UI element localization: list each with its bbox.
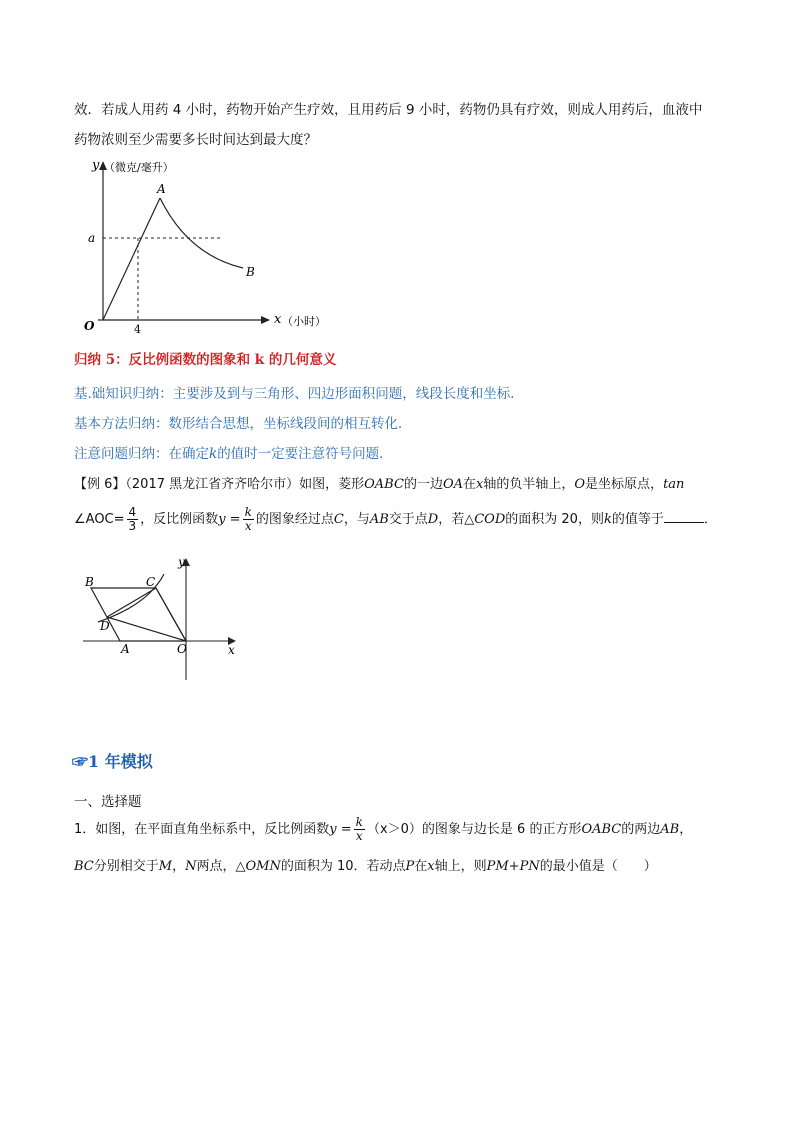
example6-text: 轴的负半轴上， xyxy=(483,477,575,492)
graph1-x-unit: （小时） xyxy=(282,315,326,328)
example6-var: OA xyxy=(442,477,463,492)
graph1-x-arrow xyxy=(261,316,270,324)
graph2-b-label: B xyxy=(85,575,94,589)
example6-frac-num: 4 xyxy=(128,505,137,519)
example6-frac-den: 3 xyxy=(128,519,137,533)
example6-var: x xyxy=(476,477,484,492)
example6-text: 的一边 xyxy=(403,477,443,492)
summary-note-text-2: 的值时一定要注意符号问题． xyxy=(217,446,393,462)
graph2-c-label: C xyxy=(146,575,156,589)
example6-text: 交于点 xyxy=(388,512,428,527)
q1-text: 的最小值是（ ） xyxy=(539,859,657,874)
example6-text: ． xyxy=(703,512,717,527)
example6-frac-den: x xyxy=(244,519,252,533)
q1-text: 分别相交于 xyxy=(93,859,159,874)
intro-line-1: 效．若成人用药 4 小时，药物开始产生疗效，且用药后 9 小时，药物仍具有疗效，则成人用药后，血液中 xyxy=(74,102,703,118)
graph1-y-label: y xyxy=(92,158,100,173)
graph2-x-label: x xyxy=(228,643,235,657)
example6-var: COD xyxy=(474,512,506,527)
example6-text: 的图象经过点 xyxy=(255,512,334,527)
dosage-graph xyxy=(78,155,368,340)
example6-fraction xyxy=(127,506,139,533)
q1-var: M xyxy=(158,859,173,874)
example6-line-1 xyxy=(74,475,684,495)
q1-var: N xyxy=(185,859,197,874)
example6-text: ∠AOC= xyxy=(74,512,125,527)
example6-var: k xyxy=(603,512,612,527)
section-heading xyxy=(72,752,153,772)
summary-basic-label: 基.础知识归纳： xyxy=(74,386,173,402)
example6-source: （2017 黑龙江省齐齐哈尔市） xyxy=(125,477,300,492)
graph2-y-label: y xyxy=(178,555,185,569)
graph2-rhombus xyxy=(91,588,186,641)
question-type: 一、选择题 xyxy=(74,794,142,810)
example6-text: 的面积为 20，则 xyxy=(505,512,604,527)
example6-var: AB xyxy=(369,512,389,527)
q1-text: （x＞0） xyxy=(366,822,422,837)
summary-heading: 归纳 5：反比例函数的图象和 k 的几何意义 xyxy=(74,352,337,368)
graph1-tick-4: 4 xyxy=(134,323,141,336)
q1-text: 轴上，则 xyxy=(434,859,487,874)
summary-method-text: 数形结合思想，坐标线段间的相互转化． xyxy=(168,416,412,432)
example6-var: tan xyxy=(663,477,685,492)
graph1-x-label: x xyxy=(274,312,282,327)
q1-var: PM+PN xyxy=(486,859,540,874)
example6-var: OABC xyxy=(364,477,404,492)
graph1-rise-line xyxy=(103,198,160,320)
section-title: 1 年模拟 xyxy=(88,752,153,771)
q1-var: P xyxy=(405,859,415,874)
graph1-point-b-label: B xyxy=(246,265,255,279)
example6-line-2 xyxy=(74,503,717,537)
q1-var: AB xyxy=(660,822,680,837)
graph2-a-label: A xyxy=(121,642,130,656)
example6-text: 如图，菱形 xyxy=(299,477,365,492)
summary-method xyxy=(74,414,412,434)
q1-var: x xyxy=(427,859,435,874)
q1-text: 1．如图，在平面直角坐标系中，反比例函数 xyxy=(74,822,330,837)
summary-method-label: 基本方法归纳： xyxy=(74,416,169,432)
example6-text: ，与 xyxy=(343,512,370,527)
example6-text: ，反比例函数 xyxy=(140,512,219,527)
pointing-hand-icon: ☞ xyxy=(72,752,89,771)
q1-text: 在 xyxy=(414,859,428,874)
q1-text: ， xyxy=(679,822,693,837)
summary-note-label: 注意问题归纳： xyxy=(74,446,169,462)
intro-line-2: 药物浓则至少需要多长时间达到最大度？ xyxy=(74,132,317,148)
graph1-point-a-label: A xyxy=(157,182,166,196)
question-1-line-2 xyxy=(74,857,657,877)
rhombus-graph xyxy=(78,550,248,685)
example6-var: O xyxy=(574,477,586,492)
example6-text: 在 xyxy=(463,477,477,492)
q1-var: OMN xyxy=(245,859,281,874)
answer-blank xyxy=(664,510,704,523)
q1-text: ， xyxy=(172,859,186,874)
graph1-origin-label: O xyxy=(84,319,95,333)
summary-note-k: k xyxy=(209,446,218,462)
example6-tag: 【例 6】 xyxy=(74,477,126,492)
graph1-a-label: a xyxy=(88,231,96,245)
summary-note xyxy=(74,444,393,464)
example6-var: D xyxy=(427,512,439,527)
q1-frac-den: x xyxy=(355,829,363,843)
example6-var: y = xyxy=(218,512,241,527)
summary-basic-text: 主要涉及到与三角形、四边形面积问题，线段长度和坐标． xyxy=(172,386,524,402)
q1-text: 的两边 xyxy=(621,822,661,837)
graph2-d-label: D xyxy=(100,619,110,633)
q1-var: OABC xyxy=(581,822,622,837)
q1-text: 的图象与边长是 6 的正方形 xyxy=(421,822,582,837)
q1-text: 两点，△ xyxy=(196,859,246,874)
summary-note-text-1: 在确定 xyxy=(168,446,209,462)
summary-basic xyxy=(74,384,524,404)
example6-var: C xyxy=(333,512,344,527)
q1-text: 的面积为 10．若动点 xyxy=(280,859,406,874)
q1-k-over-x xyxy=(354,816,365,843)
graph2-o-label: O xyxy=(177,642,187,656)
question-1-line-1 xyxy=(74,813,692,847)
example6-frac-num: k xyxy=(244,505,252,519)
q1-var: y = xyxy=(329,822,352,837)
graph2-line-dc xyxy=(107,588,156,617)
example6-text: ，若△ xyxy=(438,512,475,527)
example6-k-over-x xyxy=(243,506,254,533)
example6-text: 是坐标原点， xyxy=(585,477,664,492)
q1-var: BC xyxy=(74,859,94,874)
graph1-y-unit: （微克/毫升） xyxy=(104,161,174,174)
example6-text: 的值等于 xyxy=(611,512,664,527)
graph1-decay-curve xyxy=(160,198,243,268)
q1-frac-num: k xyxy=(355,815,363,829)
